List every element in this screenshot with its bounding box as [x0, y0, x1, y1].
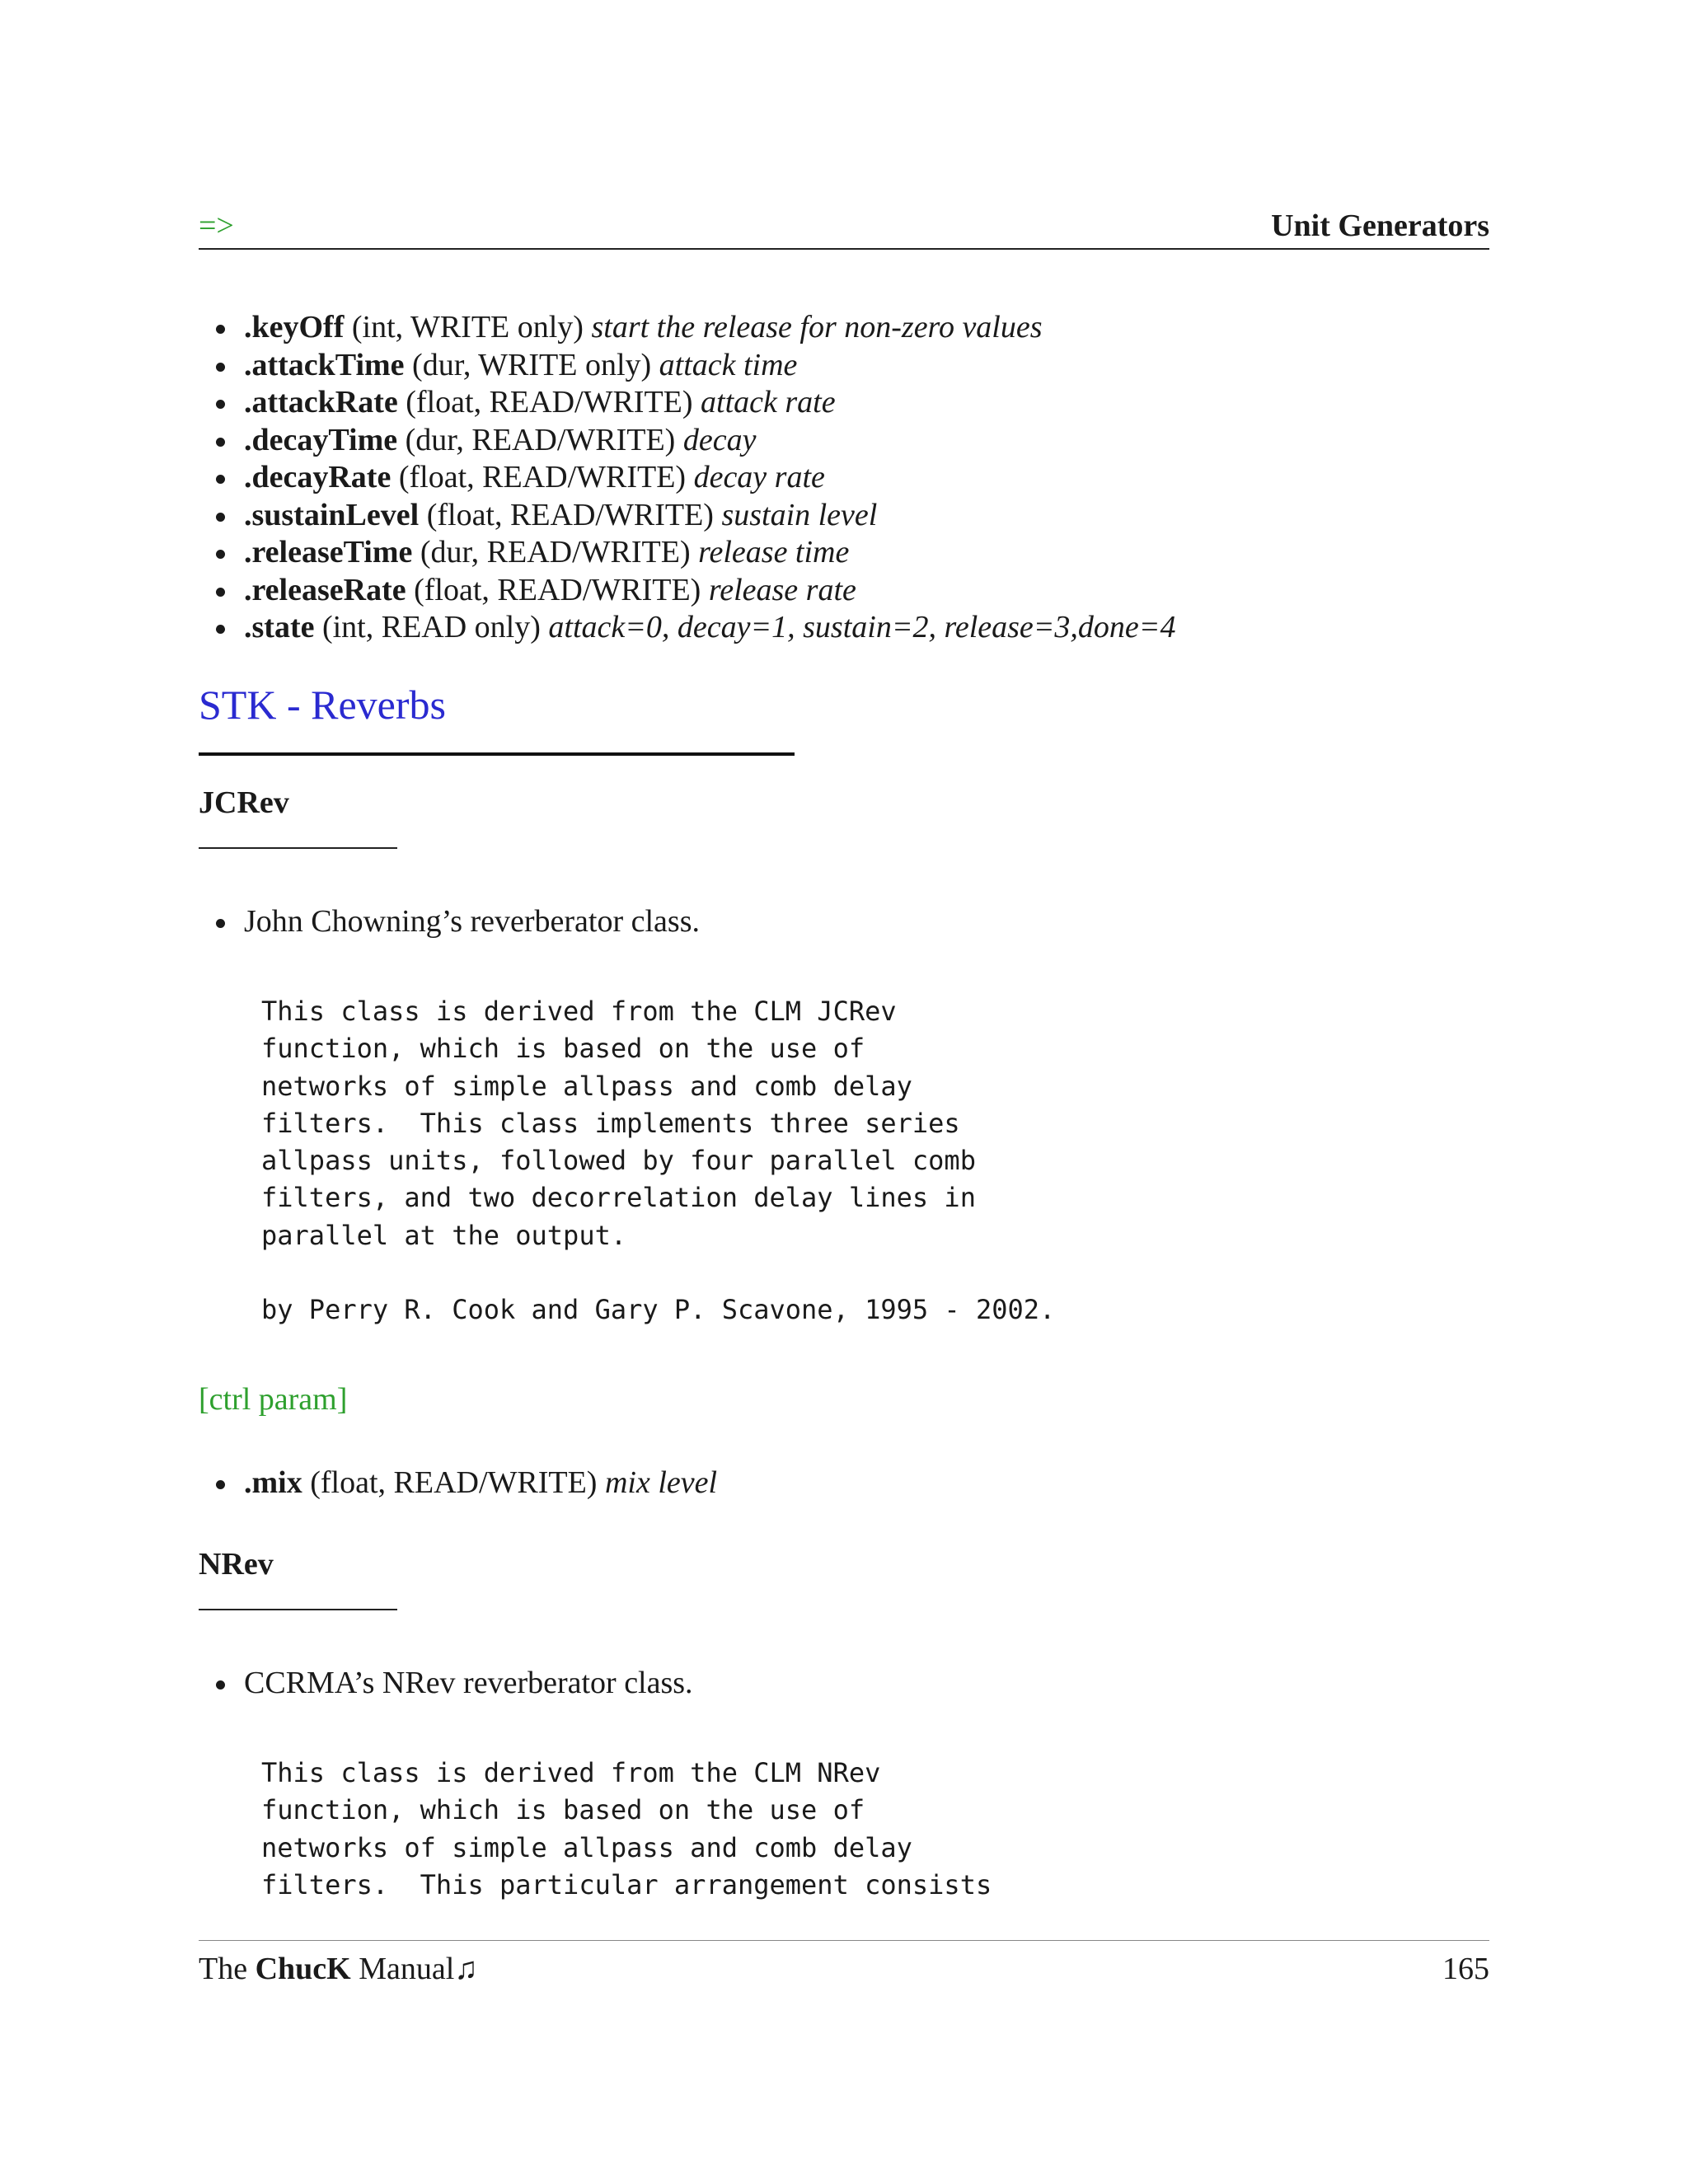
envelope-param-list — [244, 309, 1175, 647]
header-chapter-title: Unit Generators — [1271, 209, 1489, 243]
param-item: .releaseRate (float, READ/WRITE) release rate — [244, 572, 1175, 610]
footer-manual-title — [199, 1951, 478, 1987]
header-rule — [199, 248, 1489, 250]
param-item: .state (int, READ only) attack=0, decay=1, sustain=2, release=3,done=4 — [244, 609, 1175, 647]
footer-rule — [199, 1940, 1489, 1941]
param-item: .attackTime (dur, WRITE only) attack time — [244, 347, 1175, 385]
header-arrow: => — [199, 209, 234, 243]
nrev-title: NRev — [199, 1547, 274, 1582]
footer-prefix: The — [199, 1952, 248, 1986]
param-item: .attackRate (float, READ/WRITE) attack rate — [244, 384, 1175, 422]
nrev-rule — [199, 1609, 397, 1610]
ctrl-param-label: [ctrl param] — [199, 1382, 348, 1417]
jcrev-title: JCRev — [199, 785, 289, 820]
jcrev-description-code: This class is derived from the CLM JCRev function, which is based on the use of networks of simple allpass and comb delay filters. This class implements three series allpass units, followed by four parallel comb filters, and two decorrelation delay lines in parallel at the output. by Perry R. Cook and Gary P. Scavone, 1995 - 2002. — [261, 996, 1056, 1326]
nrev-summary-list — [244, 1665, 693, 1703]
section-rule — [199, 752, 795, 756]
param-item: .mix (float, READ/WRITE) mix level — [244, 1465, 717, 1502]
footer-brand: ChucK — [255, 1952, 351, 1986]
param-item: .releaseTime (dur, READ/WRITE) release time — [244, 534, 1175, 572]
jcrev-summary: John Chowning’s reverberator class. — [244, 903, 700, 941]
nrev-description-code: This class is derived from the CLM NRev function, which is based on the use of networks of simple allpass and comb delay filters. This particular arrangement consists — [261, 1757, 992, 1900]
jcrev-param-list — [244, 1465, 717, 1502]
param-item: .sustainLevel (float, READ/WRITE) sustain level — [244, 497, 1175, 535]
page-number: 165 — [1442, 1952, 1489, 1986]
nrev-summary: CCRMA’s NRev reverberator class. — [244, 1665, 693, 1703]
jcrev-rule — [199, 847, 397, 849]
footer-suffix: Manual♫ — [359, 1952, 478, 1986]
jcrev-summary-list — [244, 903, 700, 941]
param-item: .decayTime (dur, READ/WRITE) decay — [244, 422, 1175, 460]
param-item: .decayRate (float, READ/WRITE) decay rate — [244, 459, 1175, 497]
section-title: STK - Reverbs — [199, 682, 446, 728]
param-item: .keyOff (int, WRITE only) start the release for non-zero values — [244, 309, 1175, 347]
